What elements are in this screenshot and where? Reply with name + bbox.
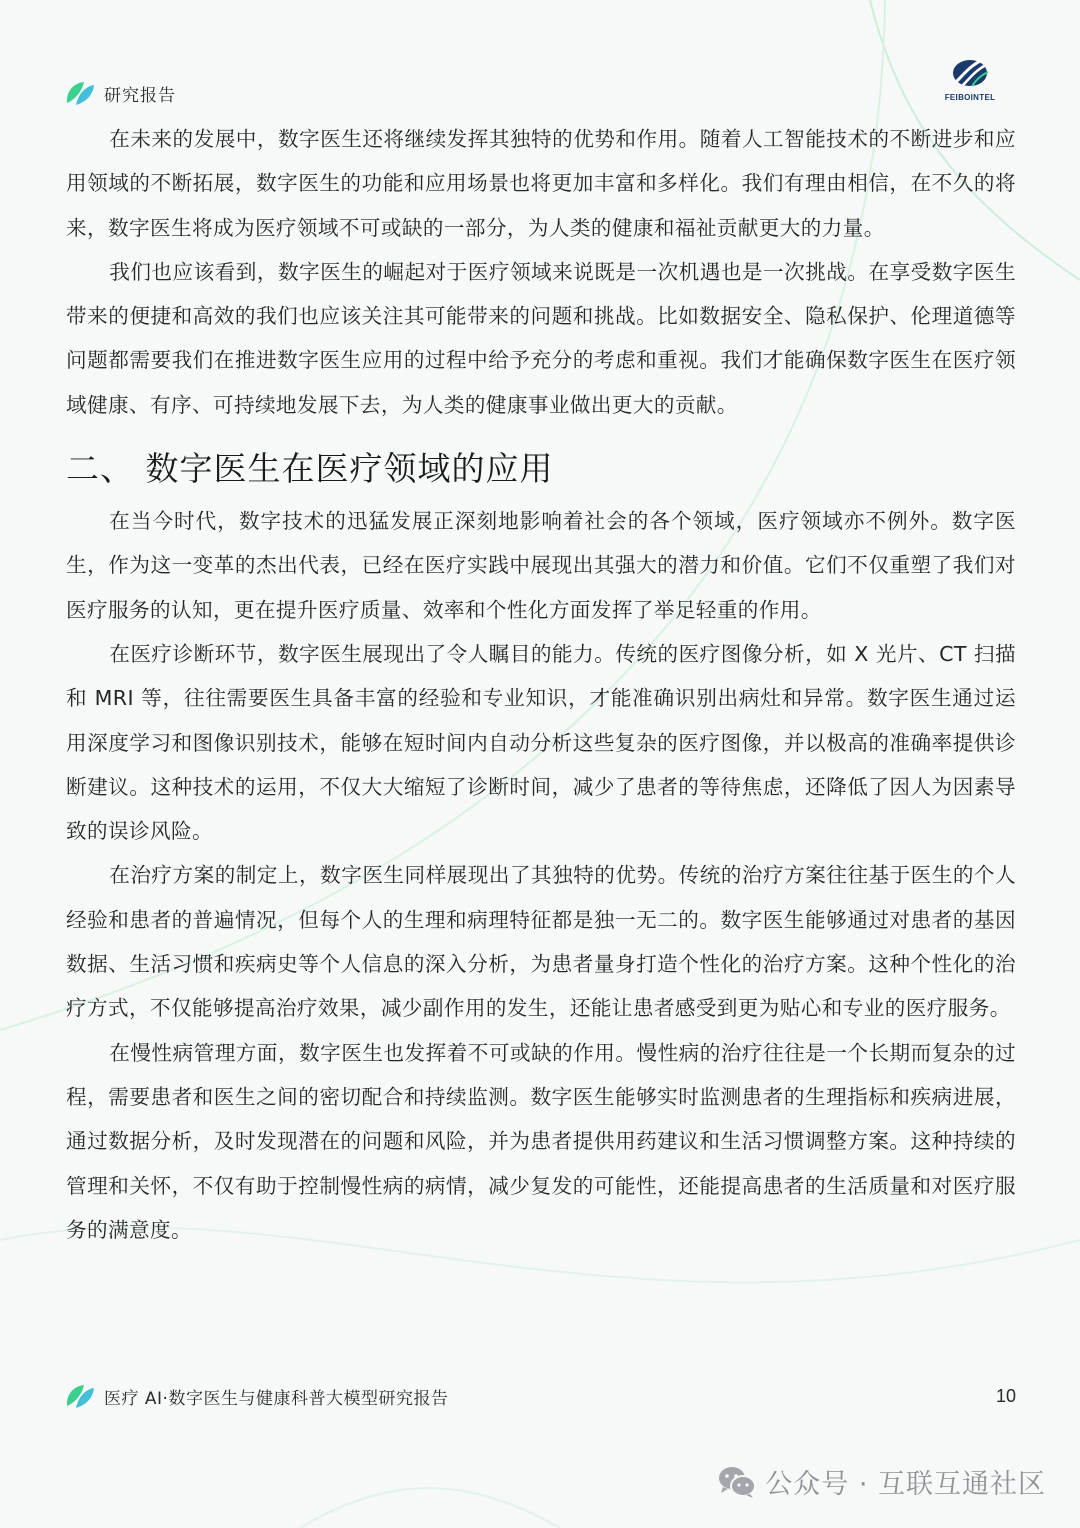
page-number: 10 bbox=[995, 1385, 1016, 1406]
watermark-text: 公众号 · 互联互通社区 bbox=[765, 1469, 1046, 1500]
leaf-logo-icon bbox=[64, 79, 96, 107]
paragraph: 在治疗方案的制定上，数字医生同样展现出了其独特的优势。传统的治疗方案往往基于医生的个人经验和患者的普遍情况，但每个人的生理和病理特征都是独一无二的。数字医生能够通过对患者的基因数据、生活习惯和疾病史等个人信息的深入分析，为患者量身打造个性化的治疗方案。这种个性化的治疗方式，不仅能够提高治疗效果，减少副作用的发生，还能让患者感受到更为贴心和专业的医疗服务。 bbox=[66, 863, 1016, 1021]
watermark bbox=[717, 1462, 1046, 1501]
page-footer bbox=[64, 1381, 1016, 1411]
main-content bbox=[66, 117, 1016, 1252]
paragraph: 在当今时代，数字技术的迅猛发展正深刻地影响着社会的各个领域，医疗领域亦不例外。数字医生，作为这一变革的杰出代表，已经在医疗实践中展现出其强大的潜力和价值。它们不仅重塑了我们对医疗服务的认知，更在提升医疗质量、效率和个性化方面发挥了举足轻重的作用。 bbox=[66, 509, 1016, 622]
paragraph: 我们也应该看到，数字医生的崛起对于医疗领域来说既是一次机遇也是一次挑战。在享受数字医生带来的便捷和高效的我们也应该关注其可能带来的问题和挑战。比如数据安全、隐私保护、伦理道德等问题都需要我们在推进数字医生应用的过程中给予充分的考虑和重视。我们才能确保数字医生在医疗领域健康、有序、可持续地发展下去，为人类的健康事业做出更大的贡献。 bbox=[66, 259, 1016, 417]
header-title: 研究报告 bbox=[104, 85, 176, 106]
leaf-logo-icon bbox=[64, 1382, 96, 1410]
brand-name: FEIBOINTEL bbox=[944, 93, 996, 102]
paragraph: 在未来的发展中，数字医生还将继续发挥其独特的优势和作用。随着人工智能技术的不断进步和应用领域的不断拓展，数字医生的功能和应用场景也将更加丰富和多样化。我们有理由相信，在不久的将来，数字医生将成为医疗领域不可或缺的一部分，为人类的健康和福祉贡献更大的力量。 bbox=[66, 127, 1016, 240]
paragraph: 在医疗诊断环节，数字医生展现出了令人瞩目的能力。传统的医疗图像分析，如 X 光片、CT 扫描和 MRI 等，往往需要医生具备丰富的经验和专业知识，才能准确识别出病灶和异常。数字医生通过运用深度学习和图像识别技术，能够在短时间内自动分析这些复杂的医疗图像，并以极高的准确率提供诊断建议。这种技术的运用，不仅大大缩短了诊断时间，减少了患者的等待焦虑，还降低了因人为因素导致的误诊风险。 bbox=[66, 641, 1016, 844]
feibointel-logo-icon bbox=[950, 56, 990, 92]
brand-logo bbox=[934, 56, 1006, 102]
wechat-icon bbox=[717, 1465, 757, 1499]
paragraph: 在慢性病管理方面，数字医生也发挥着不可或缺的作用。慢性病的治疗往往是一个长期而复杂的过程，需要患者和医生之间的密切配合和持续监测。数字医生能够实时监测患者的生理指标和疾病进展，通过数据分析，及时发现潜在的问题和风险，并为患者提供用药建议和生活习惯调整方案。这种持续的管理和关怀，不仅有助于控制慢性病的病情，减少复发的可能性，还能提高患者的生活质量和对医疗服务的满意度。 bbox=[66, 1040, 1016, 1242]
section-title: 二、 数字医生在医疗领域的应用 bbox=[66, 449, 554, 489]
footer-title: 医疗 AI·数字医生与健康科普大模型研究报告 bbox=[104, 1388, 449, 1409]
page-header bbox=[64, 78, 176, 108]
